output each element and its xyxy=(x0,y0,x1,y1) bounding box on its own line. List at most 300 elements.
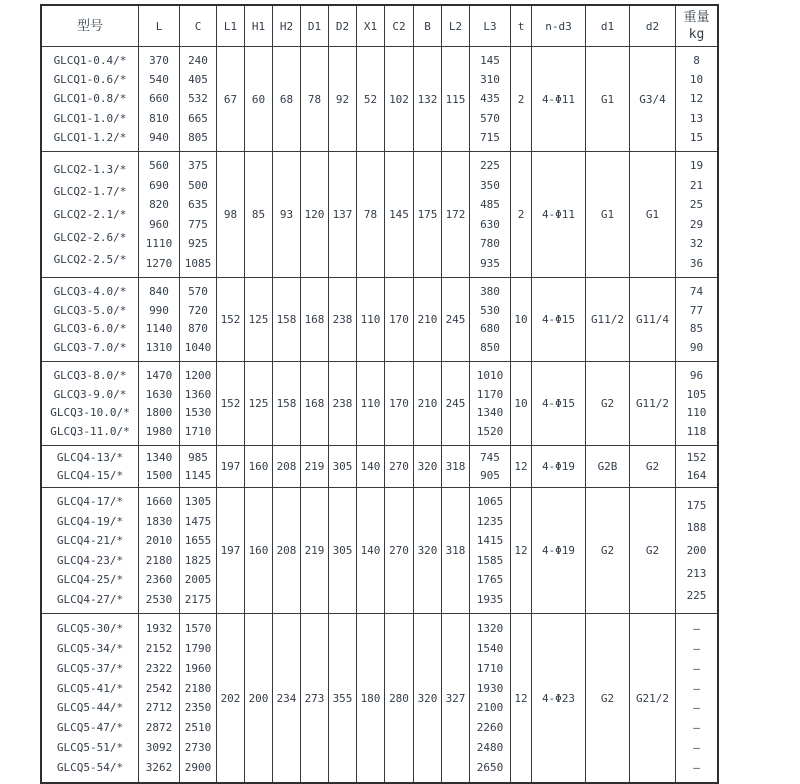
d2-cell-text: G3/4 xyxy=(639,92,666,106)
C-cell xyxy=(180,362,217,445)
L-cell-text: 1340 xyxy=(145,451,173,465)
D1-cell xyxy=(301,47,329,151)
H1-cell xyxy=(245,152,273,277)
B-cell xyxy=(414,152,442,277)
H2-cell-text: 158 xyxy=(276,397,297,410)
L3-cell-text: 630 xyxy=(480,217,500,231)
C-cell-text: 665 xyxy=(188,111,208,125)
L3-cell-text: 1235 xyxy=(476,514,504,528)
d1-cell xyxy=(586,278,630,361)
D1-cell xyxy=(301,488,329,613)
n_d3-cell-text: 4-Φ19 xyxy=(541,544,576,557)
column-header-weight-text: 重量 xyxy=(683,9,710,25)
C-cell-text: 1475 xyxy=(184,514,212,528)
X1-cell-text: 140 xyxy=(360,460,381,473)
column-header-t-text: t xyxy=(517,19,525,33)
d1-cell xyxy=(586,488,630,613)
C2-cell xyxy=(385,47,414,151)
weight-cell-text: 90 xyxy=(689,341,704,355)
L3-cell-text: 2650 xyxy=(476,761,504,774)
model-cell-text: GLCQ4-27/* xyxy=(56,592,124,606)
C-cell-text: 570 xyxy=(188,284,208,298)
C-cell-text: 1655 xyxy=(184,534,212,548)
L2-cell xyxy=(442,488,470,613)
t-cell-text: 10 xyxy=(514,397,528,410)
L1-cell-text: 67 xyxy=(223,92,238,106)
L-cell xyxy=(139,446,180,487)
column-header-L1-text: L1 xyxy=(223,19,238,33)
d2-cell xyxy=(630,47,676,151)
H2-cell xyxy=(273,152,301,277)
t-cell-text: 2 xyxy=(517,92,525,106)
n_d3-cell-text: 4-Φ23 xyxy=(541,691,576,705)
weight-cell-text: 175 xyxy=(686,498,707,512)
weight-cell xyxy=(676,278,717,361)
L3-cell-text: 850 xyxy=(480,341,500,355)
L-cell-text: 2152 xyxy=(145,641,173,655)
C-cell-text: 375 xyxy=(188,159,208,173)
L1-cell xyxy=(217,488,245,613)
weight-cell-text: – xyxy=(693,721,700,735)
group-row-glcq2 xyxy=(42,152,717,278)
t-cell-text: 12 xyxy=(514,544,528,557)
model-cell-text: GLCQ3-5.0/* xyxy=(53,303,127,317)
C2-cell-text: 270 xyxy=(389,460,409,473)
L-cell-text: 3092 xyxy=(145,741,173,755)
column-header-L2-text: L2 xyxy=(448,19,463,33)
weight-cell-text: 213 xyxy=(686,566,707,580)
H2-cell xyxy=(273,47,301,151)
t-cell xyxy=(511,278,532,361)
weight-cell-text: 74 xyxy=(689,284,704,298)
weight-cell-text: 36 xyxy=(689,256,704,270)
column-header-D1 xyxy=(301,6,329,46)
C-cell-text: 2510 xyxy=(184,721,212,735)
d2-cell xyxy=(630,362,676,445)
B-cell xyxy=(414,446,442,487)
H1-cell xyxy=(245,488,273,613)
X1-cell-text: 78 xyxy=(363,208,378,221)
model-cell-text: GLCQ1-0.8/* xyxy=(53,92,127,106)
C2-cell-text: 102 xyxy=(389,92,409,106)
D2-cell-text: 355 xyxy=(332,691,353,705)
L1-cell xyxy=(217,446,245,487)
L3-cell-text: 380 xyxy=(480,284,500,298)
t-cell xyxy=(511,488,532,613)
L3-cell xyxy=(470,278,511,361)
weight-cell-text: 29 xyxy=(689,217,704,231)
model-cell-text: GLCQ3-9.0/* xyxy=(53,387,127,401)
C2-cell-text: 170 xyxy=(389,397,409,410)
weight-cell-text: – xyxy=(693,681,700,695)
L-cell-text: 2360 xyxy=(145,573,173,587)
C-cell-text: 1085 xyxy=(184,256,212,270)
weight-cell-text: 25 xyxy=(689,198,704,212)
C-cell-text: 720 xyxy=(188,303,208,317)
L3-cell-text: 1010 xyxy=(476,368,504,382)
column-header-X1 xyxy=(357,6,385,46)
n_d3-cell-text: 4-Φ15 xyxy=(541,397,576,410)
L3-cell-text: 225 xyxy=(480,159,500,173)
model-cell-text: GLCQ5-41/* xyxy=(56,681,124,695)
column-header-d1 xyxy=(586,6,630,46)
L-cell-text: 2872 xyxy=(145,721,173,735)
column-header-L-text: L xyxy=(155,19,163,33)
weight-cell-text: 85 xyxy=(689,322,704,336)
L-cell-text: 1110 xyxy=(145,237,173,251)
C-cell-text: 2730 xyxy=(184,741,212,755)
weight-cell-text: 21 xyxy=(689,178,704,192)
d1-cell xyxy=(586,152,630,277)
L-cell-text: 1830 xyxy=(145,514,173,528)
L-cell-text: 3262 xyxy=(145,761,173,774)
column-header-weight-text: kg xyxy=(688,27,705,43)
L2-cell xyxy=(442,362,470,445)
X1-cell xyxy=(357,488,385,613)
C-cell-text: 532 xyxy=(188,92,208,106)
group-row-glcq3-b xyxy=(42,362,717,446)
L-cell-text: 2180 xyxy=(145,553,173,567)
D1-cell xyxy=(301,152,329,277)
C-cell-text: 2350 xyxy=(184,701,212,715)
L2-cell xyxy=(442,47,470,151)
model-cell-text: GLCQ2-1.7/* xyxy=(53,185,127,199)
X1-cell-text: 140 xyxy=(360,544,381,557)
C2-cell-text: 270 xyxy=(389,544,409,557)
L1-cell-text: 197 xyxy=(220,544,241,557)
model-cell-text: GLCQ4-15/* xyxy=(56,468,124,482)
L3-cell-text: 905 xyxy=(480,468,500,482)
C-cell-text: 1040 xyxy=(184,341,212,355)
C2-cell xyxy=(385,488,414,613)
weight-cell-text: 105 xyxy=(686,387,707,401)
model-cell-text: GLCQ2-2.1/* xyxy=(53,207,127,221)
weight-cell-text: – xyxy=(693,661,700,675)
D2-cell xyxy=(329,47,357,151)
n_d3-cell xyxy=(532,488,586,613)
C-cell-text: 1145 xyxy=(184,468,212,482)
L-cell-text: 940 xyxy=(149,130,169,144)
C-cell xyxy=(180,152,217,277)
L2-cell-text: 327 xyxy=(445,691,466,705)
B-cell xyxy=(414,362,442,445)
L3-cell-text: 1540 xyxy=(476,641,504,655)
B-cell-text: 320 xyxy=(417,460,438,473)
H1-cell xyxy=(245,446,273,487)
column-header-L3-text: L3 xyxy=(483,19,497,33)
model-cell-text: GLCQ4-23/* xyxy=(56,553,124,567)
H2-cell-text: 93 xyxy=(279,208,294,221)
L-cell-text: 1310 xyxy=(145,341,173,355)
model-cell xyxy=(42,614,139,782)
column-header-型号-text: 型号 xyxy=(76,18,103,34)
weight-cell-text: 118 xyxy=(686,425,707,439)
weight-cell-text: 32 xyxy=(689,237,704,251)
t-cell-text: 10 xyxy=(514,313,528,326)
column-header-B-text: B xyxy=(424,19,431,33)
model-cell-text: GLCQ2-2.6/* xyxy=(53,230,127,244)
model-cell-text: GLCQ5-51/* xyxy=(56,741,124,755)
C-cell-text: 870 xyxy=(188,322,208,336)
C2-cell-text: 280 xyxy=(389,691,409,705)
column-header-B xyxy=(414,6,442,46)
H1-cell-text: 160 xyxy=(248,460,269,473)
L-cell-text: 2530 xyxy=(145,592,173,606)
L2-cell xyxy=(442,152,470,277)
weight-cell xyxy=(676,488,717,613)
model-cell-text: GLCQ4-21/* xyxy=(56,534,124,548)
L3-cell xyxy=(470,488,511,613)
weight-cell-text: 8 xyxy=(693,54,700,68)
H1-cell-text: 125 xyxy=(248,397,269,410)
B-cell-text: 210 xyxy=(417,313,438,326)
H2-cell-text: 158 xyxy=(276,313,297,326)
model-cell xyxy=(42,446,139,487)
weight-cell-text: 225 xyxy=(686,589,707,603)
D1-cell-text: 168 xyxy=(304,313,325,326)
L-cell-text: 1500 xyxy=(145,468,173,482)
model-cell xyxy=(42,362,139,445)
model-cell-text: GLCQ4-13/* xyxy=(56,451,124,465)
D1-cell-text: 168 xyxy=(304,397,325,410)
d1-cell-text: G1 xyxy=(600,92,615,106)
C-cell-text: 1960 xyxy=(184,661,212,675)
L1-cell xyxy=(217,362,245,445)
d1-cell-text: G2 xyxy=(600,544,615,557)
model-cell-text: GLCQ1-1.2/* xyxy=(53,130,127,144)
model-cell-text: GLCQ5-34/* xyxy=(56,641,124,655)
L3-cell xyxy=(470,152,511,277)
L-cell-text: 1660 xyxy=(145,495,173,509)
model-cell-text: GLCQ3-4.0/* xyxy=(53,284,127,298)
C2-cell-text: 145 xyxy=(389,208,409,221)
L-cell-text: 960 xyxy=(149,217,169,231)
column-header-C-text: C xyxy=(194,19,202,33)
L3-cell xyxy=(470,47,511,151)
n_d3-cell xyxy=(532,152,586,277)
model-cell-text: GLCQ4-17/* xyxy=(56,495,124,509)
L3-cell-text: 350 xyxy=(480,178,500,192)
group-row-glcq3-a xyxy=(42,278,717,362)
D1-cell xyxy=(301,614,329,782)
D2-cell xyxy=(329,362,357,445)
column-header-H1-text: H1 xyxy=(251,19,266,33)
column-header-X1-text: X1 xyxy=(363,19,378,33)
d1-cell xyxy=(586,614,630,782)
L-cell xyxy=(139,47,180,151)
L-cell-text: 540 xyxy=(149,73,169,87)
t-cell-text: 12 xyxy=(514,460,528,473)
H2-cell xyxy=(273,446,301,487)
weight-cell-text: 96 xyxy=(689,368,704,382)
L3-cell-text: 435 xyxy=(480,92,500,106)
L1-cell xyxy=(217,614,245,782)
d1-cell xyxy=(586,446,630,487)
L3-cell xyxy=(470,446,511,487)
L3-cell-text: 1765 xyxy=(476,573,504,587)
D1-cell-text: 219 xyxy=(304,544,325,557)
n_d3-cell xyxy=(532,614,586,782)
X1-cell xyxy=(357,278,385,361)
model-cell-text: GLCQ5-54/* xyxy=(56,761,124,774)
L-cell-text: 1630 xyxy=(145,387,173,401)
H2-cell-text: 208 xyxy=(276,460,297,473)
C-cell-text: 2005 xyxy=(184,573,212,587)
L-cell-text: 2322 xyxy=(145,661,173,675)
column-header-C xyxy=(180,6,217,46)
n_d3-cell xyxy=(532,446,586,487)
D2-cell xyxy=(329,614,357,782)
D2-cell xyxy=(329,152,357,277)
L-cell-text: 990 xyxy=(149,303,169,317)
weight-cell-text: 19 xyxy=(689,159,704,173)
model-cell-text: GLCQ5-44/* xyxy=(56,701,124,715)
D1-cell-text: 78 xyxy=(307,92,322,106)
column-header-d2-text: d2 xyxy=(645,19,660,33)
column-header-L3 xyxy=(470,6,511,46)
H1-cell-text: 200 xyxy=(248,691,269,705)
L-cell-text: 560 xyxy=(149,159,169,173)
d1-cell xyxy=(586,362,630,445)
D1-cell-text: 120 xyxy=(304,208,325,221)
B-cell-text: 175 xyxy=(417,208,438,221)
L2-cell-text: 318 xyxy=(445,544,466,557)
C-cell xyxy=(180,47,217,151)
L-cell-text: 2712 xyxy=(145,701,173,715)
L2-cell-text: 318 xyxy=(445,460,466,473)
n_d3-cell xyxy=(532,47,586,151)
L3-cell-text: 935 xyxy=(480,256,500,270)
L1-cell-text: 98 xyxy=(223,208,238,221)
C-cell-text: 1570 xyxy=(184,621,212,635)
L-cell xyxy=(139,152,180,277)
weight-cell-text: 164 xyxy=(686,468,707,482)
C-cell-text: 925 xyxy=(188,237,208,251)
d1-cell-text: G2 xyxy=(600,691,615,705)
B-cell xyxy=(414,614,442,782)
d2-cell-text: G11/2 xyxy=(635,397,670,410)
L3-cell-text: 2260 xyxy=(476,721,504,735)
d1-cell xyxy=(586,47,630,151)
t-cell xyxy=(511,446,532,487)
weight-cell-text: 10 xyxy=(689,73,704,87)
C-cell-text: 1360 xyxy=(184,387,212,401)
column-header-C2-text: C2 xyxy=(392,19,406,33)
L3-cell-text: 1340 xyxy=(476,406,504,420)
H1-cell-text: 125 xyxy=(248,313,269,326)
model-cell-text: GLCQ3-7.0/* xyxy=(53,341,127,355)
C-cell-text: 405 xyxy=(188,73,208,87)
L1-cell xyxy=(217,47,245,151)
model-cell xyxy=(42,488,139,613)
weight-cell-text: 110 xyxy=(686,406,707,420)
L2-cell xyxy=(442,278,470,361)
weight-cell-text: 152 xyxy=(686,451,707,465)
D1-cell-text: 219 xyxy=(304,460,325,473)
n_d3-cell-text: 4-Φ19 xyxy=(541,460,576,473)
column-header-weight xyxy=(676,6,717,46)
C-cell-text: 805 xyxy=(188,130,208,144)
L1-cell-text: 152 xyxy=(220,313,241,326)
D2-cell xyxy=(329,278,357,361)
L-cell-text: 1800 xyxy=(145,406,173,420)
L3-cell-text: 1930 xyxy=(476,681,504,695)
model-cell-text: GLCQ3-10.0/* xyxy=(50,406,130,420)
column-header-H2-text: H2 xyxy=(279,19,294,33)
D2-cell-text: 305 xyxy=(332,544,353,557)
C-cell-text: 1825 xyxy=(184,553,212,567)
X1-cell-text: 52 xyxy=(363,92,378,106)
L-cell-text: 1470 xyxy=(145,368,173,382)
d2-cell xyxy=(630,488,676,613)
model-cell-text: GLCQ2-1.3/* xyxy=(53,162,127,176)
L3-cell-text: 780 xyxy=(480,237,500,251)
weight-cell-text: 77 xyxy=(689,303,704,317)
header-row xyxy=(42,6,717,47)
t-cell xyxy=(511,614,532,782)
H1-cell xyxy=(245,47,273,151)
t-cell-text: 12 xyxy=(514,691,528,705)
B-cell xyxy=(414,488,442,613)
d2-cell xyxy=(630,278,676,361)
H1-cell-text: 160 xyxy=(248,544,269,557)
L3-cell-text: 680 xyxy=(480,322,500,336)
X1-cell xyxy=(357,152,385,277)
column-header-H1 xyxy=(245,6,273,46)
C-cell-text: 775 xyxy=(188,217,208,231)
column-header-t xyxy=(511,6,532,46)
column-header-H2 xyxy=(273,6,301,46)
weight-cell-text: – xyxy=(693,621,700,635)
C2-cell-text: 170 xyxy=(389,313,409,326)
weight-cell-text: – xyxy=(693,761,700,774)
C-cell xyxy=(180,488,217,613)
d1-cell-text: G2 xyxy=(600,397,615,410)
L3-cell-text: 745 xyxy=(480,451,500,465)
L3-cell-text: 1320 xyxy=(476,621,504,635)
n_d3-cell-text: 4-Φ11 xyxy=(541,208,576,221)
D1-cell xyxy=(301,446,329,487)
H2-cell xyxy=(273,278,301,361)
t-cell xyxy=(511,47,532,151)
H2-cell-text: 234 xyxy=(276,691,297,705)
model-cell-text: GLCQ2-2.5/* xyxy=(53,253,127,267)
model-cell-text: GLCQ3-11.0/* xyxy=(50,425,130,439)
L2-cell xyxy=(442,614,470,782)
model-cell xyxy=(42,278,139,361)
B-cell xyxy=(414,47,442,151)
column-header-n-d3 xyxy=(532,6,586,46)
X1-cell-text: 110 xyxy=(360,313,381,326)
C-cell xyxy=(180,614,217,782)
C-cell-text: 2180 xyxy=(184,681,212,695)
C-cell-text: 240 xyxy=(188,54,208,68)
L3-cell-text: 485 xyxy=(480,198,500,212)
d2-cell-text: G1 xyxy=(645,208,660,221)
L-cell-text: 690 xyxy=(149,178,169,192)
C-cell-text: 1200 xyxy=(184,368,212,382)
n_d3-cell xyxy=(532,362,586,445)
X1-cell xyxy=(357,446,385,487)
d2-cell-text: G2 xyxy=(645,544,660,557)
model-cell xyxy=(42,152,139,277)
group-row-glcq4-b xyxy=(42,488,717,614)
L2-cell xyxy=(442,446,470,487)
L-cell-text: 2542 xyxy=(145,681,173,695)
L-cell-text: 820 xyxy=(149,198,169,212)
weight-cell-text: 15 xyxy=(689,130,704,144)
C-cell xyxy=(180,446,217,487)
